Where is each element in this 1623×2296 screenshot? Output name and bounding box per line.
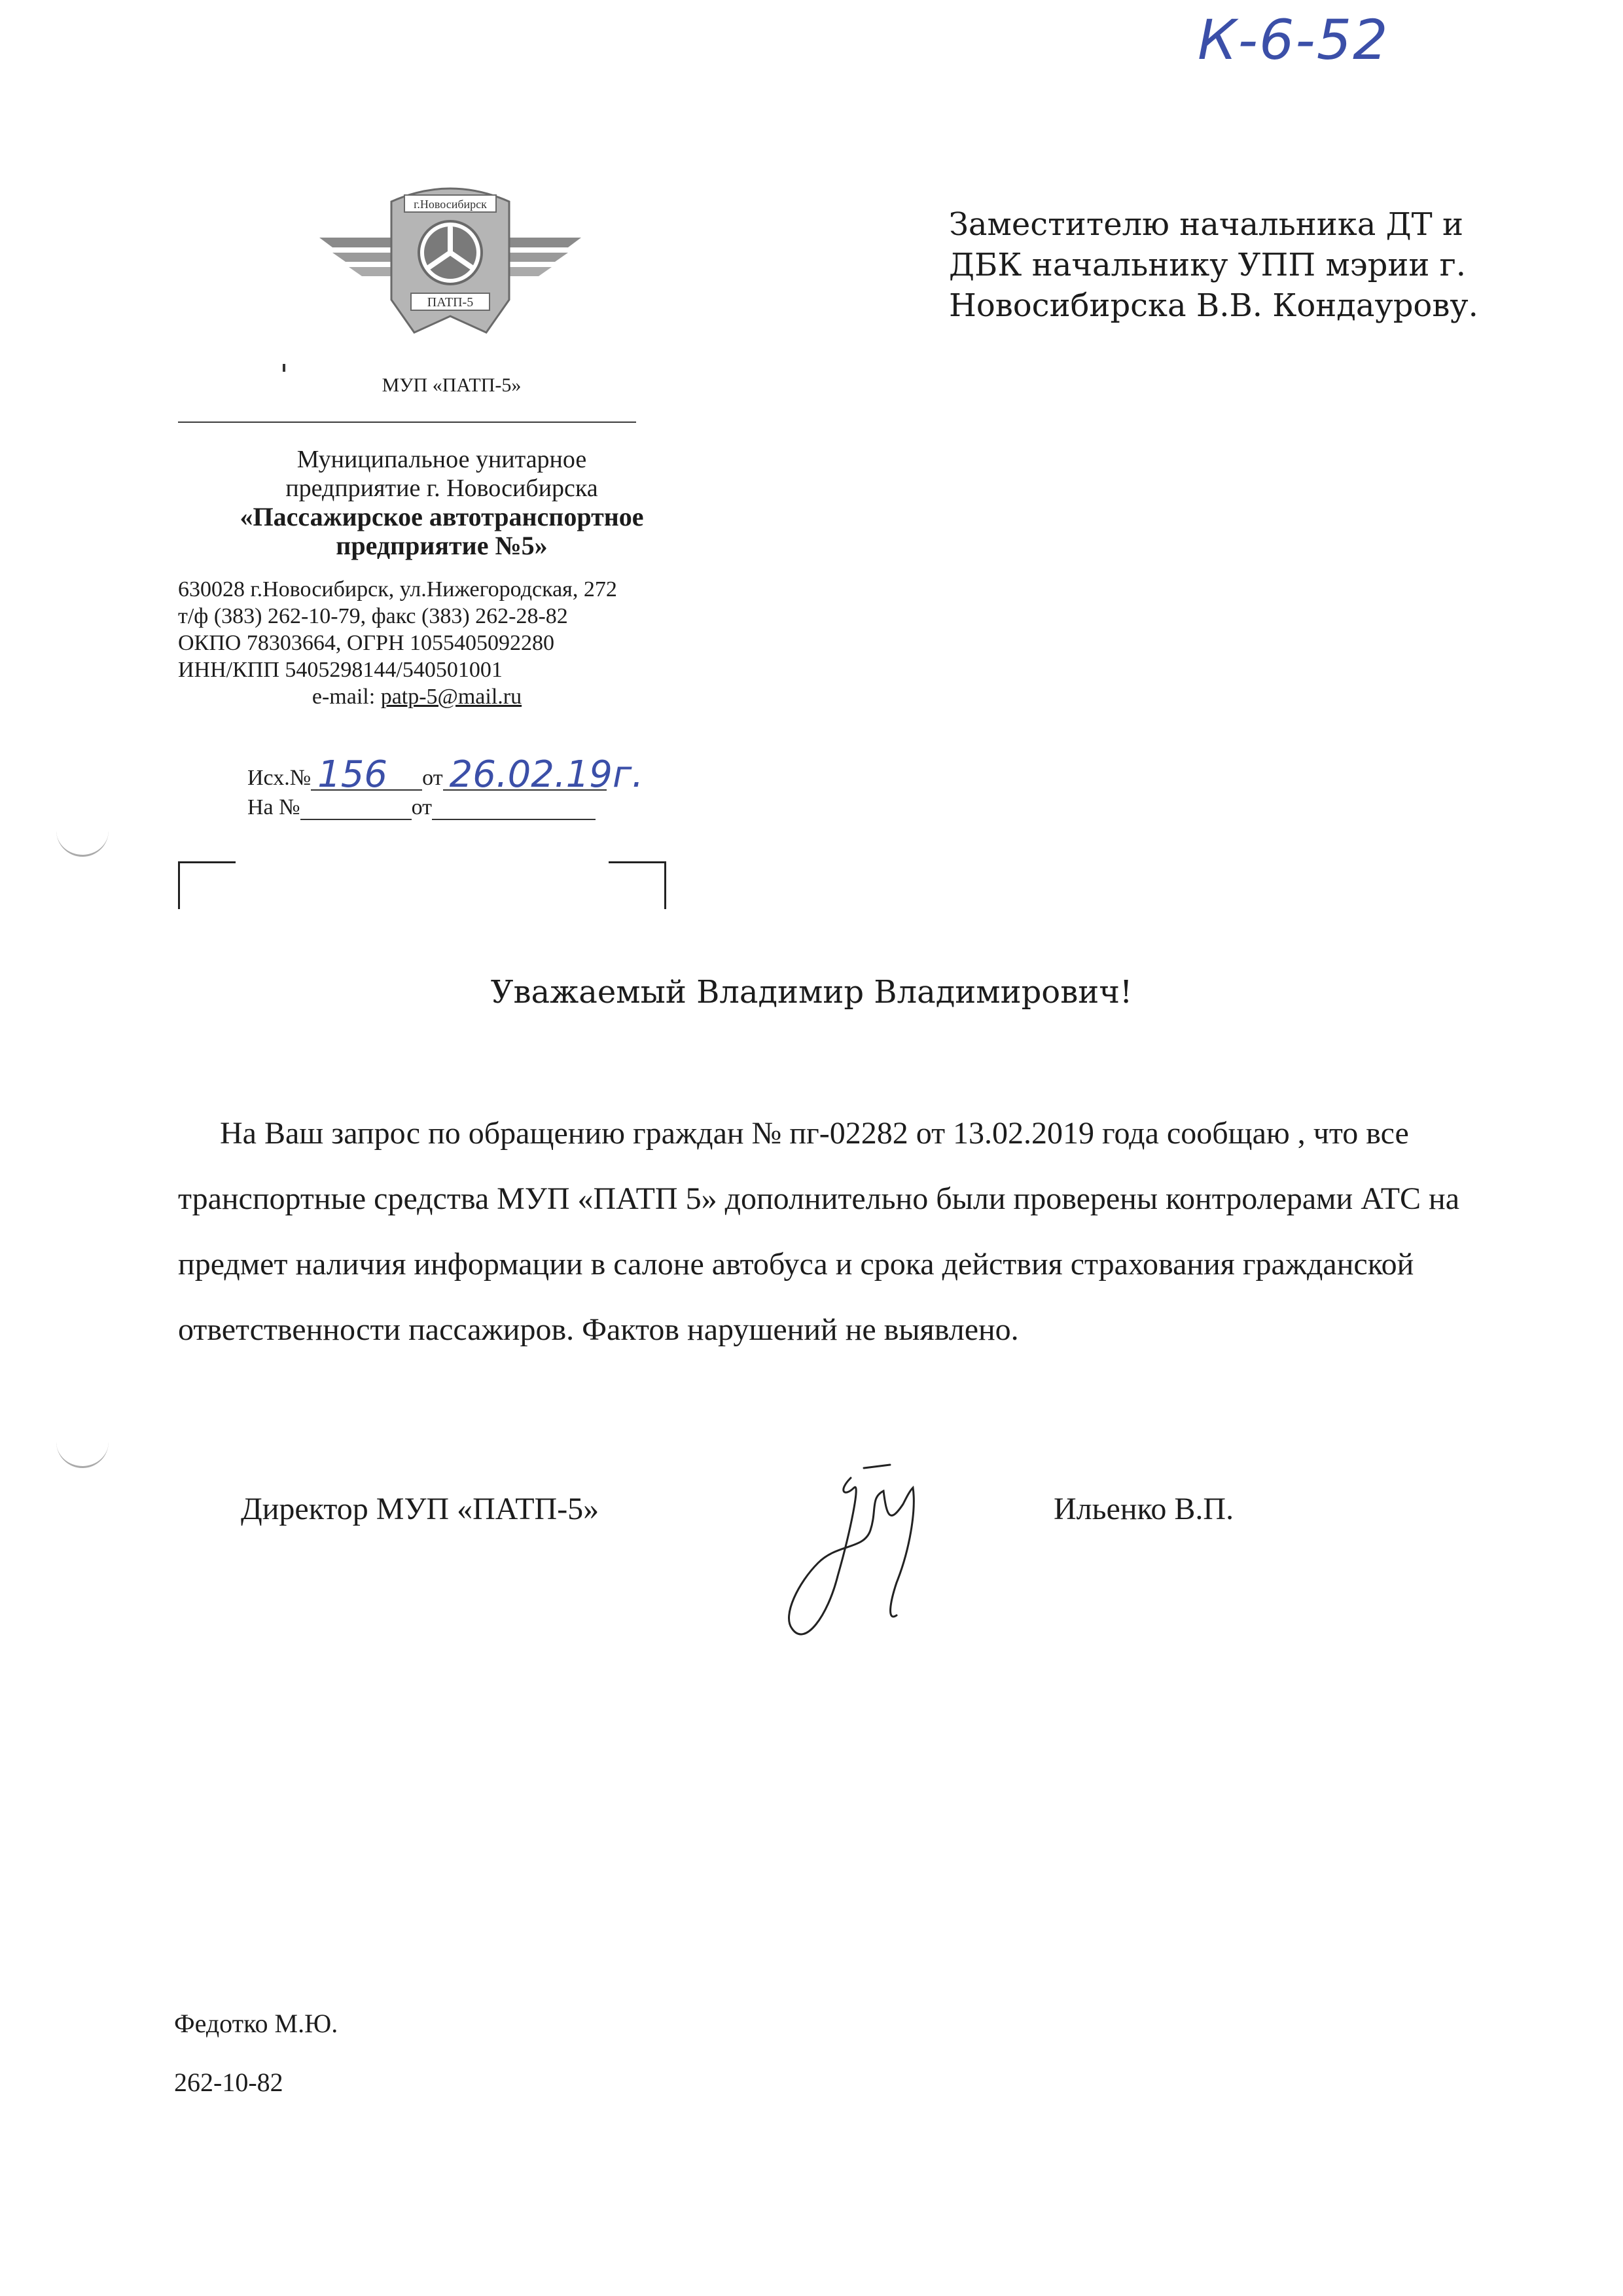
- out-number-value: 156: [317, 753, 388, 796]
- outgoing-reference: [247, 753, 644, 796]
- tick-mark: [283, 364, 285, 372]
- in-number-label: На №: [247, 795, 300, 819]
- signatory-title: Директор МУП «ПАТП-5»: [241, 1492, 599, 1526]
- punch-hole-mark: [56, 829, 109, 857]
- signatory-name: Ильенко В.П.: [1054, 1492, 1234, 1526]
- email-label: e-mail:: [312, 685, 376, 709]
- punch-hole-mark: [56, 1440, 109, 1468]
- recipient-block: [949, 204, 1512, 326]
- sender-phone: т/ф (383) 262-10-79, факс (383) 262-28-82: [178, 604, 568, 628]
- out-number-label: Исх.№: [247, 766, 312, 790]
- in-date-label: от: [411, 795, 433, 819]
- incoming-reference: [247, 795, 596, 820]
- address-corner-left: [178, 861, 236, 909]
- header-rule: [178, 422, 636, 423]
- out-date-value: 26.02.19г.: [449, 753, 644, 796]
- body-paragraph: На Ваш запрос по обращению граждан № пг-02282 от 13.02.2019 года сообщаю , что все транспортные средства МУП «ПАТП 5» дополнительно были проверены контролерами АТС на предмет наличия информации в салоне автобуса и срока действия страхования гражданской ответственности пассажиров. Фактов нарушений не выявлено.: [178, 1116, 1460, 1347]
- executor-name: Федотко М.Ю.: [174, 2009, 338, 2038]
- org-name-line-1: «Пассажирское автотранспортное: [240, 502, 644, 531]
- sender-inn: ИНН/КПП 5405298144/540501001: [178, 658, 503, 682]
- logo-caption-text: МУП «ПАТП-5»: [382, 374, 522, 396]
- sender-details: [178, 576, 754, 710]
- recipient-line-2: ДБК начальнику УПП мэрии г.: [949, 247, 1467, 283]
- sender-email-line: [178, 683, 754, 710]
- address-corner-right: [609, 861, 666, 909]
- recipient-line-3: Новосибирска В.В. Кондаурову.: [949, 287, 1478, 324]
- logo-caption: [366, 374, 537, 397]
- sender-address: 630028 г.Новосибирск, ул.Нижегородская, 272: [178, 577, 617, 601]
- salutation: Уважаемый Владимир Владимирович!: [490, 974, 1133, 1011]
- org-name-line-2: предприятие №5»: [336, 531, 548, 560]
- org-line-2: предприятие г. Новосибирска: [285, 475, 598, 502]
- sender-okpo: ОКПО 78303664, ОГРН 1055405092280: [178, 631, 555, 655]
- in-date-field: [432, 797, 596, 820]
- handwritten-signature: [772, 1452, 1008, 1648]
- logo-city-text: г.Новосибирск: [414, 198, 487, 211]
- in-number-field: [300, 797, 412, 820]
- executor-phone: 262-10-82: [174, 2068, 283, 2097]
- logo-plate-text: ПАТП-5: [427, 295, 474, 310]
- company-logo: [313, 175, 588, 352]
- out-date-label: от: [422, 766, 443, 790]
- out-date-field: [443, 753, 644, 796]
- org-line-1: Муниципальное унитарное: [296, 446, 587, 473]
- recipient-line-1: Заместителю начальника ДТ и: [949, 206, 1463, 243]
- sender-org: [157, 445, 726, 560]
- letter-body: [178, 1101, 1474, 1363]
- email-link[interactable]: patp-5@mail.ru: [380, 685, 522, 709]
- out-number-field: [311, 753, 422, 796]
- registration-mark: К-6-52: [1198, 8, 1389, 72]
